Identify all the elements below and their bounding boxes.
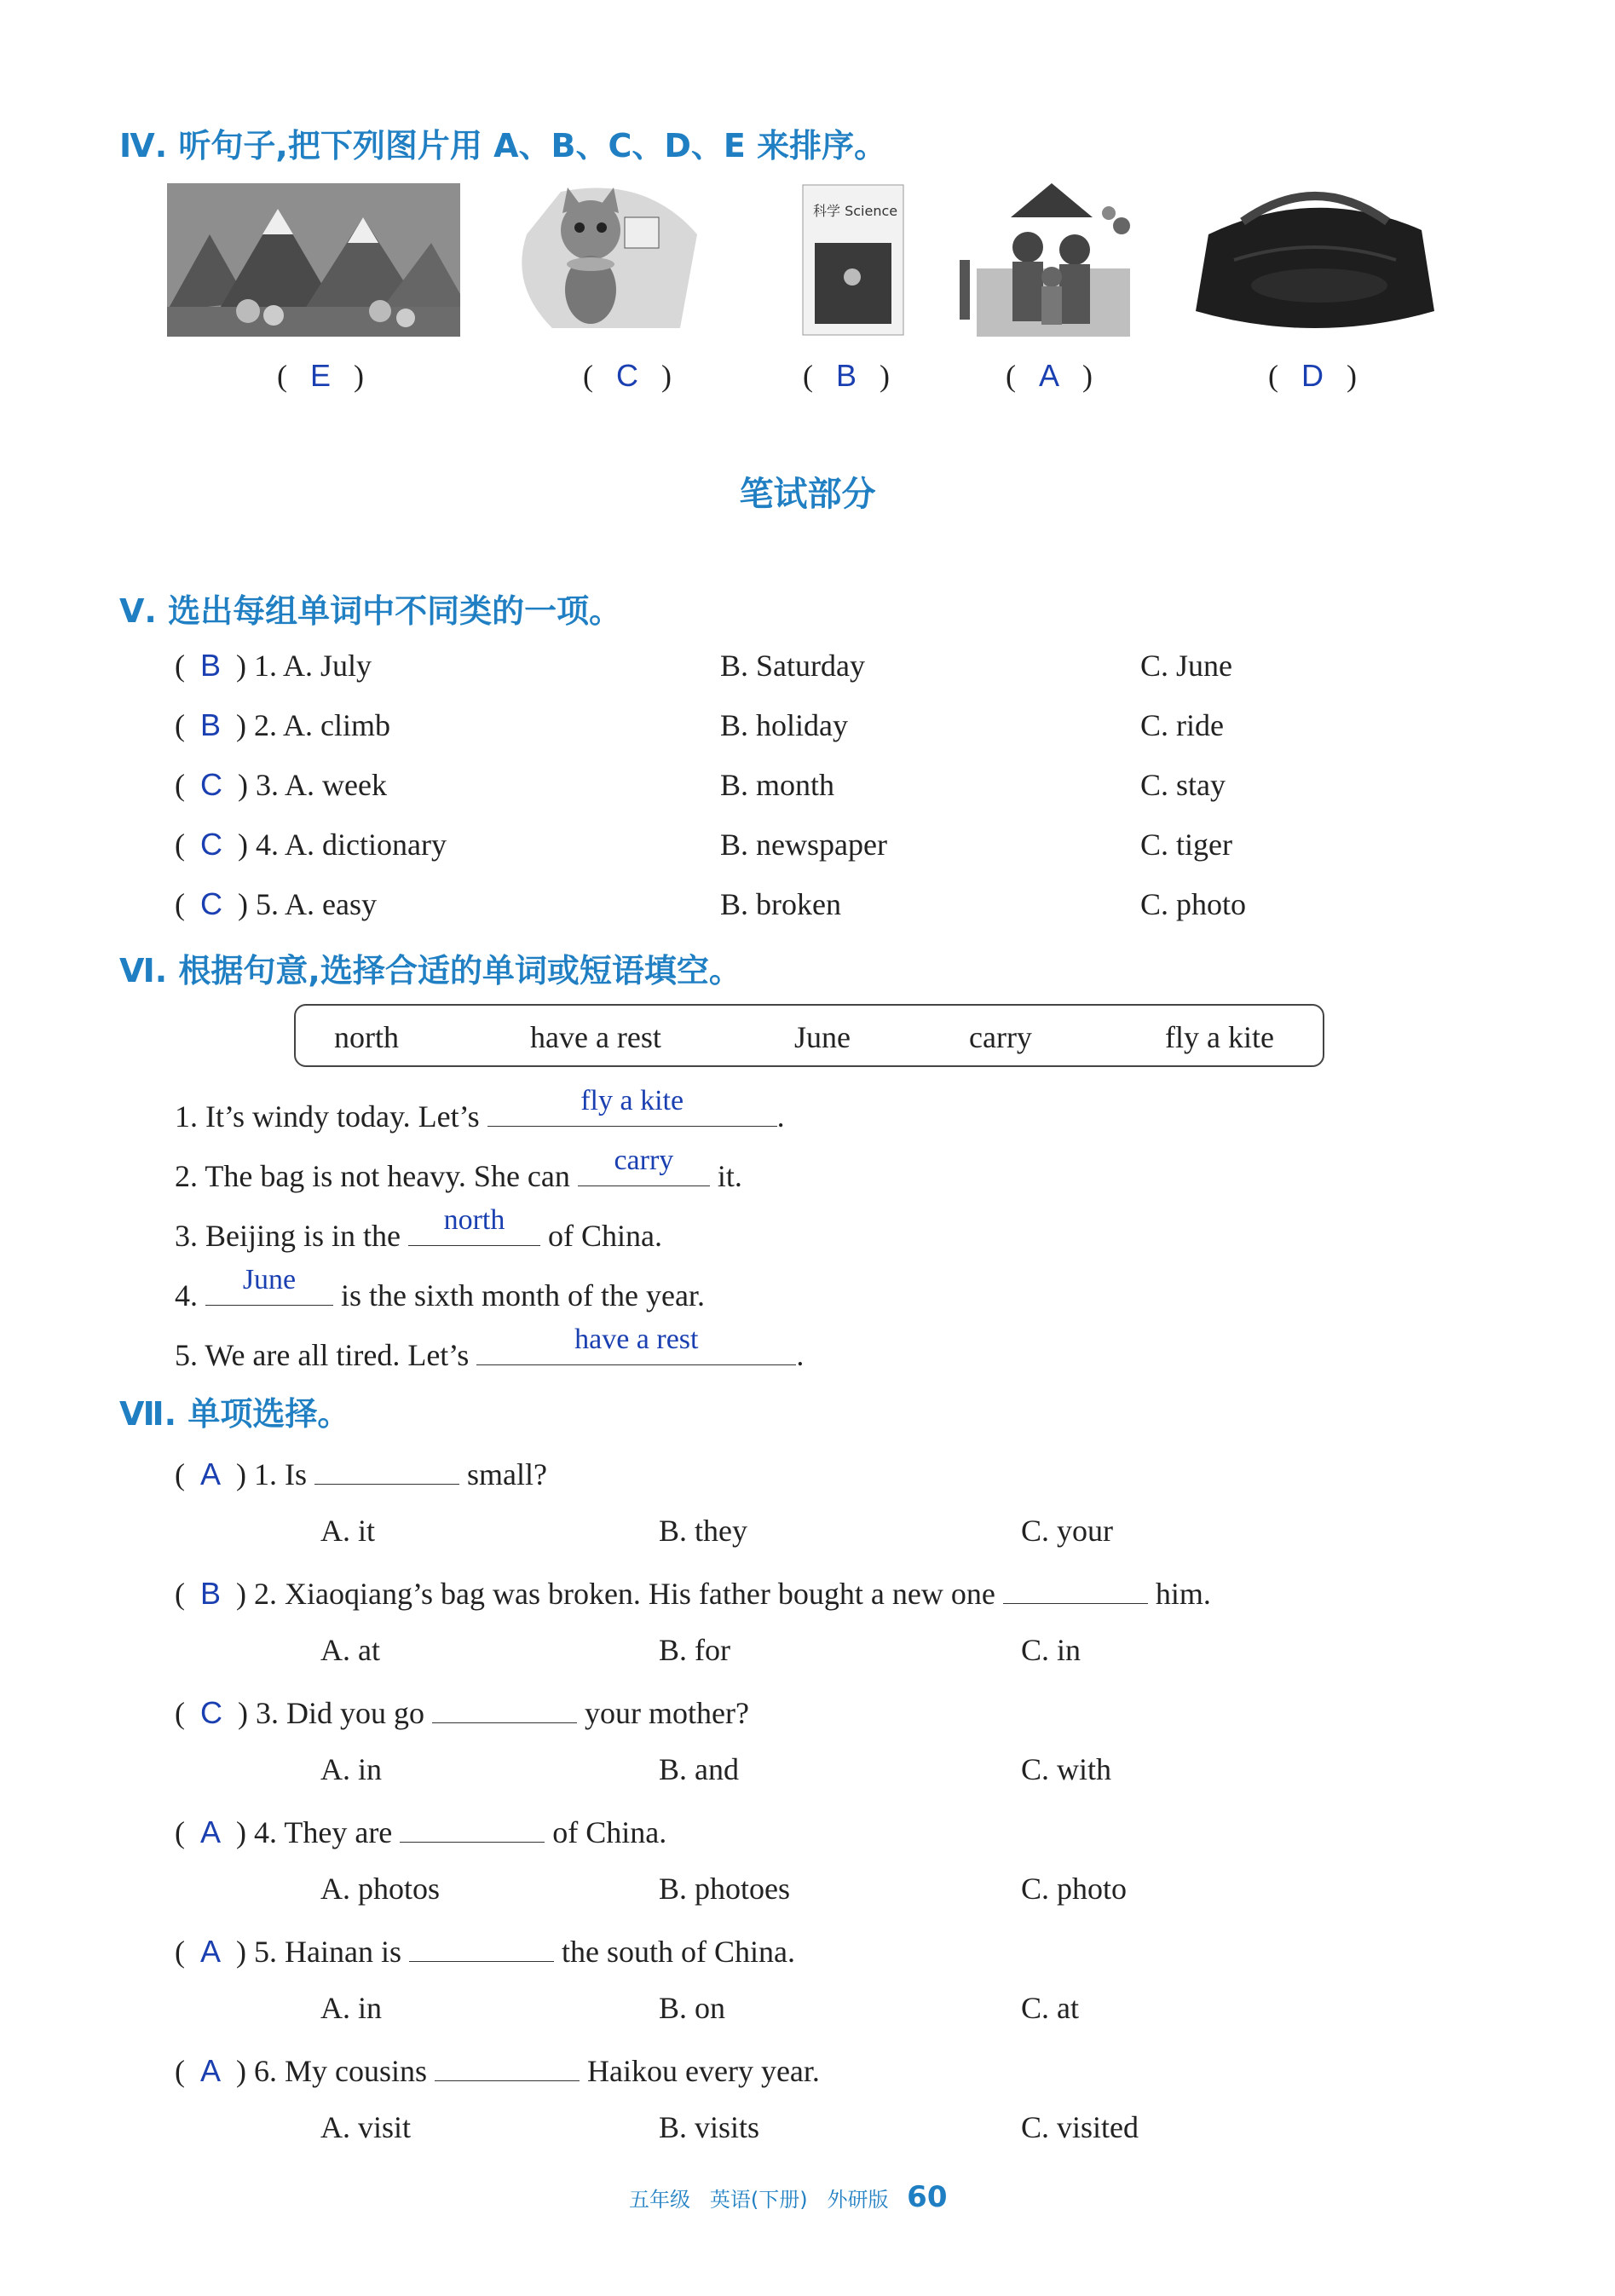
sec7-q2-option-a: A. at	[320, 1633, 380, 1667]
section-6-title: Ⅵ. 根据句意,选择合适的单词或短语填空。	[119, 952, 741, 989]
written-part-title: 笔试部分	[739, 475, 876, 514]
answer-blank[interactable]: June	[205, 1274, 333, 1306]
page-footer	[629, 2180, 947, 2214]
sec7-q4-option-b: B. photoes	[659, 1872, 791, 1906]
sec7-q2-option-c: C. in	[1021, 1633, 1081, 1667]
black-bag-picture	[1191, 183, 1439, 337]
sec5-item-1: ( B ) 1. A. July	[175, 648, 372, 683]
sec7-question-3: ( C ) 3. Did you go your mother?	[175, 1692, 749, 1731]
sec7-q1-option-b: B. they	[659, 1514, 747, 1548]
sec7-q4-option-c: C. photo	[1021, 1872, 1128, 1906]
sec5-item-4-option-b: B. newspaper	[720, 828, 887, 862]
sec6-sentence-2: 2. The bag is not heavy. She can carry it.	[175, 1145, 742, 1193]
sec7-q3-option-b: B. and	[659, 1752, 739, 1786]
sec5-item-3-option-b: B. month	[720, 768, 835, 802]
sec7-q5-option-c: C. at	[1021, 1991, 1079, 2025]
sec5-item-1-option-b: B. Saturday	[720, 649, 865, 683]
sec7-question-6: ( A ) 6. My cousins Haikou every year.	[175, 2050, 820, 2089]
sec5-item-2-option-c: C. ride	[1140, 708, 1224, 742]
footer-grade: 五年级	[629, 2188, 690, 2212]
sec7-q3-option-c: C. with	[1021, 1752, 1112, 1786]
answer-blank[interactable]	[314, 1453, 459, 1485]
sec7-q6-option-a: A. visit	[320, 2110, 412, 2144]
word-bank-item: north	[334, 1020, 399, 1054]
word-bank-item: have a rest	[530, 1020, 661, 1054]
answer-blank[interactable]	[1003, 1572, 1148, 1604]
sec5-item-4-option-c: C. tiger	[1140, 828, 1232, 862]
sec5-item-2-option-b: B. holiday	[720, 708, 848, 742]
answer-blank[interactable]: carry	[578, 1155, 710, 1186]
section-4-title: Ⅳ. 听句子,把下列图片用 A、B、C、D、E 来排序。	[119, 127, 887, 164]
word-bank-item: June	[794, 1020, 851, 1054]
word-bank-box	[294, 1004, 1324, 1067]
sec5-item-3-option-c: C. stay	[1140, 768, 1226, 802]
section-7-title: Ⅶ. 单项选择。	[119, 1395, 350, 1433]
cat-eating-fish-picture	[510, 183, 714, 337]
science-book-picture	[801, 183, 905, 337]
sec7-q3-option-a: A. in	[320, 1752, 382, 1786]
sec7-q1-option-a: A. it	[320, 1514, 376, 1548]
answer-blank[interactable]	[432, 1692, 577, 1723]
sec7-q6-option-c: C. visited	[1021, 2110, 1139, 2144]
footer-edition: 外研版	[827, 2188, 889, 2212]
sec5-item-5-option-b: B. broken	[720, 887, 841, 921]
book-cover-text: 科学 Science	[813, 203, 898, 219]
sec7-q5-option-b: B. on	[659, 1991, 726, 2025]
sec7-question-4: ( A ) 4. They are of China.	[175, 1811, 666, 1850]
sec6-sentence-5: 5. We are all tired. Let’s have a rest .	[175, 1324, 805, 1372]
answer-blank[interactable]	[400, 1811, 545, 1843]
picture-answer-5: ( D )	[1268, 358, 1357, 393]
answer-blank[interactable]	[409, 1930, 554, 1962]
sec5-item-4: ( C ) 4. A. dictionary	[175, 827, 447, 862]
section-5-title: Ⅴ. 选出每组单词中不同类的一项。	[119, 592, 622, 630]
sec5-item-5-option-c: C. photo	[1140, 887, 1247, 921]
word-bank-item: carry	[969, 1020, 1032, 1054]
sec7-q5-option-a: A. in	[320, 1991, 382, 2025]
sec5-item-2: ( B ) 2. A. climb	[175, 707, 391, 742]
picture-answer-2: ( C )	[583, 358, 672, 393]
sec6-sentence-1: 1. It’s windy today. Let’s fly a kite .	[175, 1085, 785, 1134]
sec7-question-1: ( A ) 1. Is small?	[175, 1453, 547, 1492]
mountains-picture	[167, 183, 460, 337]
answer-blank[interactable]	[435, 2050, 580, 2081]
answer-blank[interactable]: fly a kite	[487, 1095, 777, 1127]
picture-answer-3: ( B )	[803, 358, 891, 393]
sec5-item-3: ( C ) 3. A. week	[175, 767, 387, 802]
sec7-q2-option-b: B. for	[659, 1633, 730, 1667]
sec6-sentence-3: 3. Beijing is in the north of China.	[175, 1204, 662, 1253]
picture-answer-4: ( A )	[1006, 358, 1093, 393]
sec7-q4-option-a: A. photos	[320, 1872, 441, 1906]
sec7-question-5: ( A ) 5. Hainan is the south of China.	[175, 1930, 795, 1970]
footer-subject: 英语(下册)	[709, 2188, 808, 2212]
answer-blank[interactable]: north	[408, 1214, 540, 1246]
word-bank-item: fly a kite	[1165, 1020, 1274, 1054]
sec5-item-5: ( C ) 5. A. easy	[175, 886, 377, 921]
picture-answer-1: ( E )	[277, 358, 365, 393]
sec7-question-2: ( B ) 2. Xiaoqiang’s bag was broken. His father bought a new one him.	[175, 1572, 1211, 1612]
sec7-q1-option-c: C. your	[1021, 1514, 1113, 1548]
sec6-sentence-4: 4. June is the sixth month of the year.	[175, 1264, 705, 1312]
sec5-item-1-option-c: C. June	[1140, 649, 1232, 683]
family-photo-picture	[960, 183, 1144, 337]
answer-blank[interactable]: have a rest	[476, 1334, 796, 1365]
page-number: 60	[907, 2180, 948, 2214]
sec7-q6-option-b: B. visits	[659, 2110, 760, 2144]
